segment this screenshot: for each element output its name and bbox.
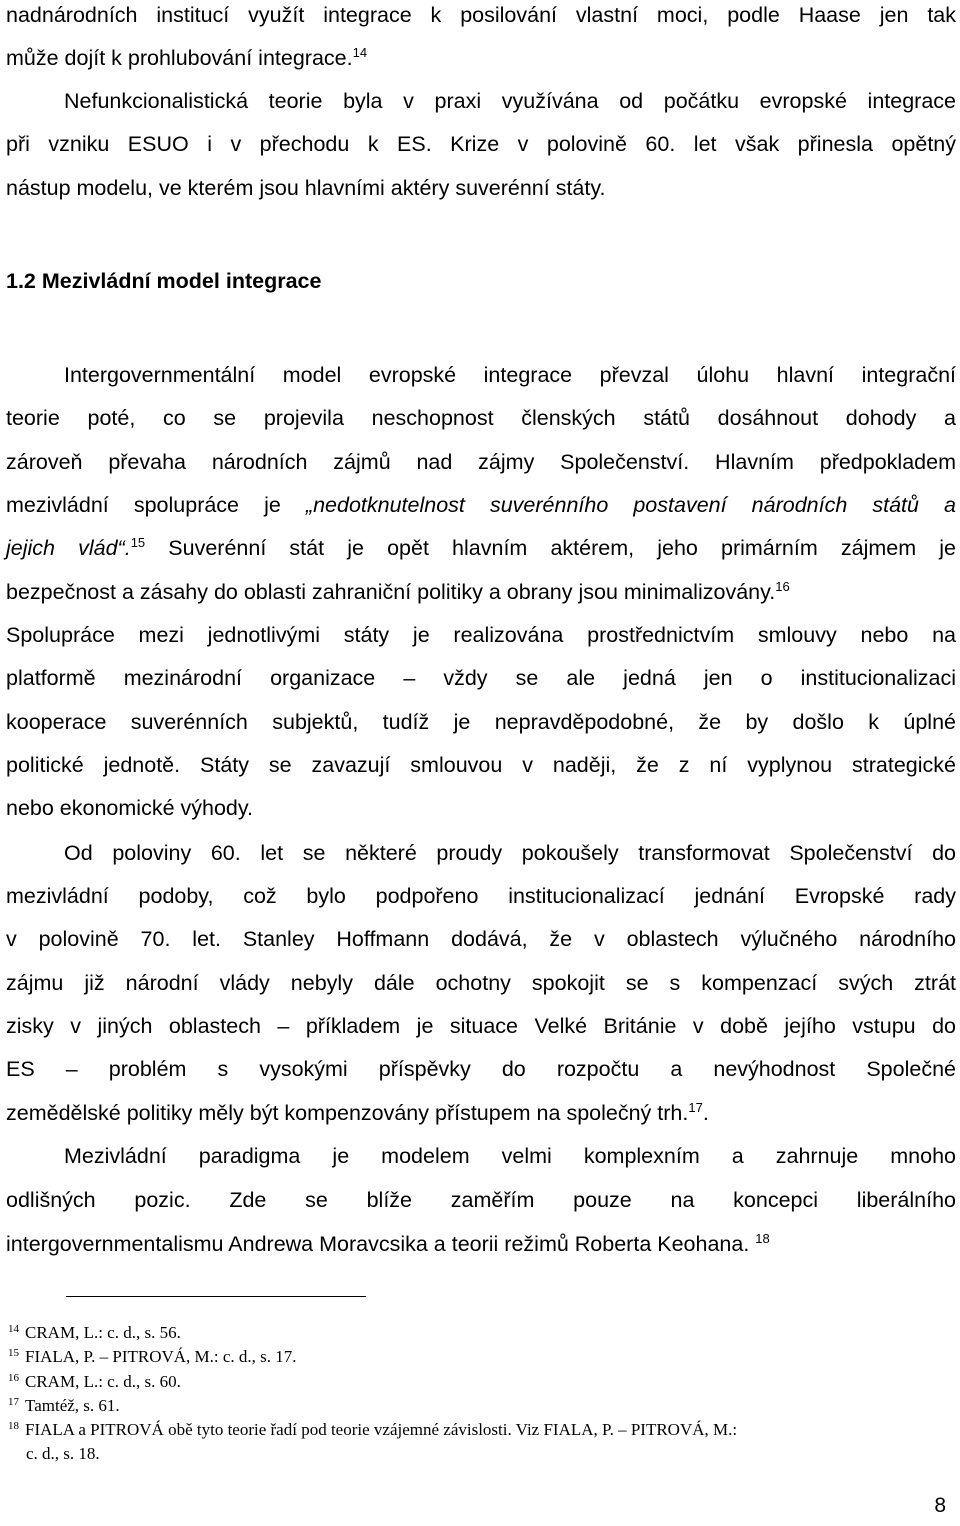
paragraph-line: ES – problém s vysokými příspěvky do rozpočtu a nevýhodnost Společné: [6, 1057, 956, 1081]
quotation: jejich vlád“.: [6, 536, 131, 560]
paragraph-line: mezivládní spolupráce je „nedotknutelnost suverénního postavení národních států a: [6, 493, 956, 517]
footnote-ref-18[interactable]: 18: [755, 1231, 770, 1247]
paragraph-line: bezpečnost a zásahy do oblasti zahraniční politiky a obrany jsou minimalizovány.$^{16}$: [6, 579, 790, 604]
paragraph-line: Od poloviny 60. let se některé proudy pokoušely transformovat Společenství do: [64, 841, 956, 865]
paragraph-line: zájmu již národní vlády nebyly dále ochotny spokojit se s kompenzací svých ztrát: [6, 971, 956, 995]
paragraph-line: zisky v jiných oblastech – příkladem je situace Velké Británie v době jejího vstupu do: [6, 1014, 956, 1038]
paragraph-line: teorie poté, co se projevila neschopnost členských států dosáhnout dohody a: [6, 406, 956, 430]
footnote-15: $^{15}$ FIALA, P. – PITROVÁ, M.: c. d., s. 17.: [8, 1346, 297, 1366]
paragraph-line: mezivládní podoby, což bylo podpořeno institucionalizací jednání Evropské rady: [6, 884, 956, 908]
footnote-ref-17[interactable]: 17: [688, 1100, 703, 1116]
footnote-18-continuation: c. d., s. 18.: [26, 1444, 100, 1463]
paragraph-line: politické jednotě. Státy se zavazují smlouvou v naději, že z ní vyplynou strategické: [6, 753, 956, 777]
footnote-ref-16[interactable]: 16: [775, 579, 790, 595]
paragraph-line: zemědělské politiky měly být kompenzovány přístupem na společný trh.$^{17}$.: [6, 1100, 709, 1125]
paragraph-line: v polovině 70. let. Stanley Hoffmann dodává, že v oblastech výlučného národního: [6, 927, 956, 951]
paragraph-line: Spolupráce mezi jednotlivými státy je realizována prostřednictvím smlouvy nebo na: [6, 623, 956, 647]
footnote-ref-14[interactable]: 14: [352, 45, 368, 61]
paragraph-line: kooperace suverénních subjektů, tudíž je nepravděpodobné, že by došlo k úplné: [6, 710, 956, 734]
paragraph-line: zároveň převaha národních zájmů nad zájmy Společenství. Hlavním předpokladem: [6, 450, 956, 474]
section-heading: 1.2 Mezivládní model integrace: [6, 269, 322, 293]
paragraph-line: Nefunkcionalistická teorie byla v praxi využívána od počátku evropské integrace: [64, 89, 956, 113]
paragraph-line: Mezivládní paradigma je modelem velmi komplexním a zahrnuje mnoho: [64, 1144, 956, 1168]
paragraph-line: odlišných pozic. Zde se blíže zaměřím pouze na koncepci liberálního: [6, 1188, 956, 1212]
paragraph-line: nadnárodních institucí využít integrace k posilování vlastní moci, podle Haase jen tak: [6, 3, 956, 27]
paragraph-line: nástup modelu, ve kterém jsou hlavními aktéry suverénní státy.: [6, 176, 606, 200]
footnote-14: $^{14}$ CRAM, L.: c. d., s. 56.: [8, 1322, 181, 1342]
footnote-18: $^{18}$ FIALA a PITROVÁ obě tyto teorie řadí pod teorie vzájemné závislosti. Viz FIALA, P. – PITROVÁ, M.:: [8, 1419, 738, 1439]
paragraph-line: Intergovernmentální model evropské integrace převzal úlohu hlavní integrační: [64, 363, 956, 387]
paragraph-line: platformě mezinárodní organizace – vždy se ale jedná jen o institucionalizaci: [6, 666, 956, 690]
footnote-separator: [66, 1296, 366, 1297]
footnote-ref-15[interactable]: 15: [130, 535, 146, 551]
paragraph-line: jejich vlád“.$^{15}$ Suverénní stát je opět hlavním aktérem, jeho primárním zájmem je: [6, 535, 956, 560]
footnote-17: $^{17}$ Tamtéž, s. 61.: [8, 1395, 120, 1415]
page-number: 8: [934, 1494, 946, 1517]
paragraph-line: nebo ekonomické výhody.: [6, 796, 253, 820]
paragraph-line: při vzniku ESUO i v přechodu k ES. Krize v polovině 60. let však přinesla opětný: [6, 132, 956, 156]
paragraph-line: intergovernmentalismu Andrewa Moravcsika a teorii režimů Roberta Keohana. $^{18}$: [6, 1231, 770, 1256]
footnote-16: $^{16}$ CRAM, L.: c. d., s. 60.: [8, 1371, 181, 1391]
quotation: „nedotknutelnost suverénního postavení národních států a: [305, 493, 956, 517]
paragraph-line: může dojít k prohlubování integrace.$^{14}$: [6, 45, 368, 70]
